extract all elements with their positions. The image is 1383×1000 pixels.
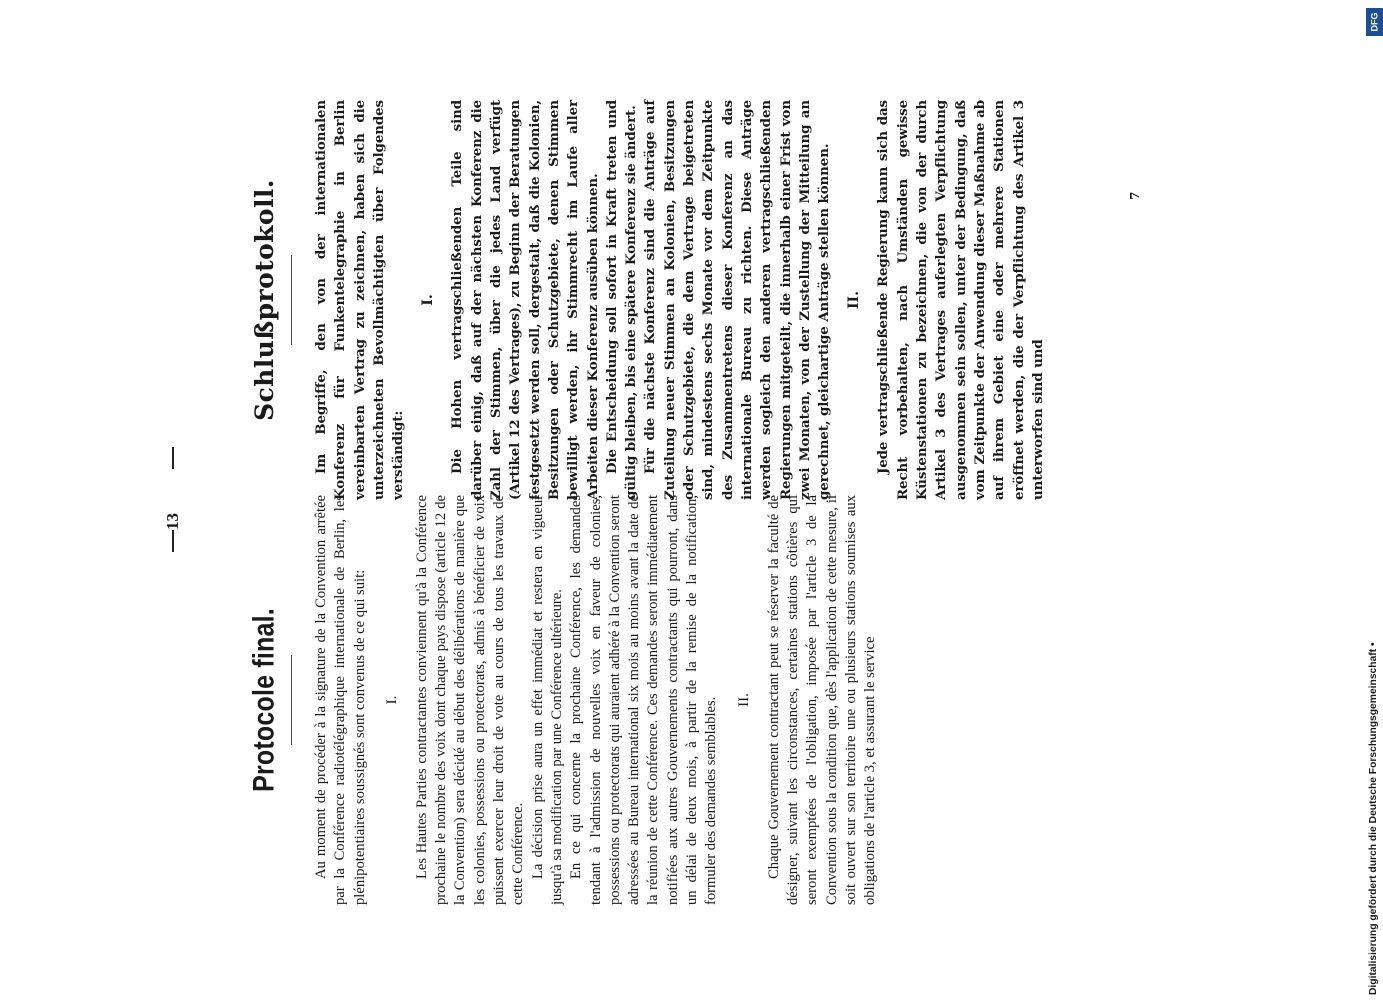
digitization-credit: Digitalisierung gefördert durch die Deutsche Forschungsgemeinschaft • bbox=[1368, 642, 1379, 995]
page-number-dash-top bbox=[172, 530, 174, 552]
french-section-1-paragraph-3: En ce qui concerne la prochaine Conférence, les demandes tendant à l'admission de nouvelles voix en faveur de colonies, possessions ou protectorats qui auraient adhéré à la Convention seront adressées au Bureau international six mois au moins avant la date de la réunion de cette Conférence. Ces demandes seront immédiatement notifiées aux autres Gouvernements contractants qui pourront, dans un délai de deux mois, à partir de la remise de la notification, formuler des demandes semblables. bbox=[568, 495, 720, 905]
french-section-2-heading: II. bbox=[735, 693, 752, 707]
french-section-2-paragraph-1: Chaque Gouvernement contractant peut se réserver la faculté de désigner, suivant les circonstances, certaines stations côtières qui seront exemptées de l'obligation, imposée par l'article 3 de la Convention sous la condition que, dès l'application de cette mesure, il soit ouvert sur son territoire une ou plusieurs stations soumises aux obligations de l'article 3, et assurant le service bbox=[765, 495, 879, 905]
french-section-1-heading: I. bbox=[383, 695, 400, 705]
german-section-1-paragraph-2: Die Entscheidung soll sofort in Kraft treten und gültig bleiben, bis eine spätere Konferenz sie ändert. bbox=[603, 100, 640, 500]
french-protocol-column bbox=[247, 495, 890, 905]
french-section-1-paragraph-2: La décision prise aura un effet immédiat et restera en vigueur jusqu'à sa modification par une Conférence ultérieure. bbox=[529, 495, 565, 905]
french-section-1-paragraph-1: Les Hautes Parties contractantes conviennent qu'à la Conférence prochaine le nombre des voix dont chaque pays dispose (article 12 de la Convention) sera décidé au début des délibérations de manière que les colonies, possessions ou protectorats, admis à bénéficier de voix puissent exercer leur droit de vote au cours de tous les travaux de cette Conférence. bbox=[413, 495, 527, 905]
german-title: Schlußprotokoll. bbox=[250, 179, 279, 421]
german-section-1-heading: I. bbox=[420, 294, 437, 306]
page-number-dash-bottom bbox=[172, 447, 174, 469]
page-number: 13 bbox=[163, 513, 182, 530]
signature-mark: 7 bbox=[1128, 191, 1142, 200]
german-section-2-heading: II. bbox=[846, 291, 863, 309]
german-intro: Im Begriffe, den von der internationalen Konferenz für Funkentelegraphie in Berlin vereinbarten Vertrag zu zeichnen, haben sich die unterzeichneten Bevollmächtigten über Folgendes verständigt: bbox=[313, 100, 407, 500]
german-protocol-column bbox=[250, 100, 1130, 500]
title-rule bbox=[291, 255, 292, 345]
dfg-logo bbox=[1366, 8, 1383, 36]
french-title: Protocole final. bbox=[247, 608, 281, 792]
german-section-2-paragraph-1: Jede vertragschließende Regierung kann sich das Recht vorbehalten, nach Umständen gewisse Küstenstationen zu bezeichnen, die von der durch Artikel 3 des Vertrages auferlegten Verpflichtung ausgenommen sein sollen, unter der Bedingung, daß vom Zeitpunkte der Anwendung dieser Maßnahme ab auf ihrem Gebiet eine oder mehrere Stationen eröffnet werden, die der Verpflichtung des Artikel 3 unterworfen sind und bbox=[875, 100, 1046, 500]
german-section-1-paragraph-3: Für die nächste Konferenz sind die Anträge auf Zuteilung neuer Stimmen an Kolonien, Besitzungen oder Schutzgebiete, die dem Vertrage beigetreten sind, mindestens sechs Monate vor dem Zeitpunkte des Zusammentretens dieser Konferenz an das internationale Bureau zu richten. Diese Anträge werden sogleich den anderen vertragschließenden Regierungen mitgeteilt, die innerhalb einer Frist von zwei Monaten, von der Zustellung der Mitteilung an gerechnet, gleichartige Anträge stellen können. bbox=[642, 100, 833, 500]
dfg-logo-text: DFG bbox=[1369, 12, 1380, 32]
german-section-1-paragraph-1: Die Hohen vertragschließenden Teile sind darüber einig, daß auf der nächsten Konferenz die Zahl der Stimmen, über die jedes Land verfügt (Artikel 12 des Vertrages), zu Beginn der Beratungen festgesetzt werden soll, dergestalt, daß die Kolonien, Besitzungen oder Schutzgebiete, denen Stimmen bewilligt werden, ihr Stimmrecht im Laufe aller Arbeiten dieser Konferenz ausüben können. bbox=[449, 100, 601, 500]
title-rule bbox=[291, 655, 292, 745]
french-intro: Au moment de procéder à la signature de la Convention arrêtée par la Conférence radiotélégraphique internationale de Berlin, les plénipotentiaires soussignés sont convenus de ce qui suit: bbox=[313, 495, 368, 905]
